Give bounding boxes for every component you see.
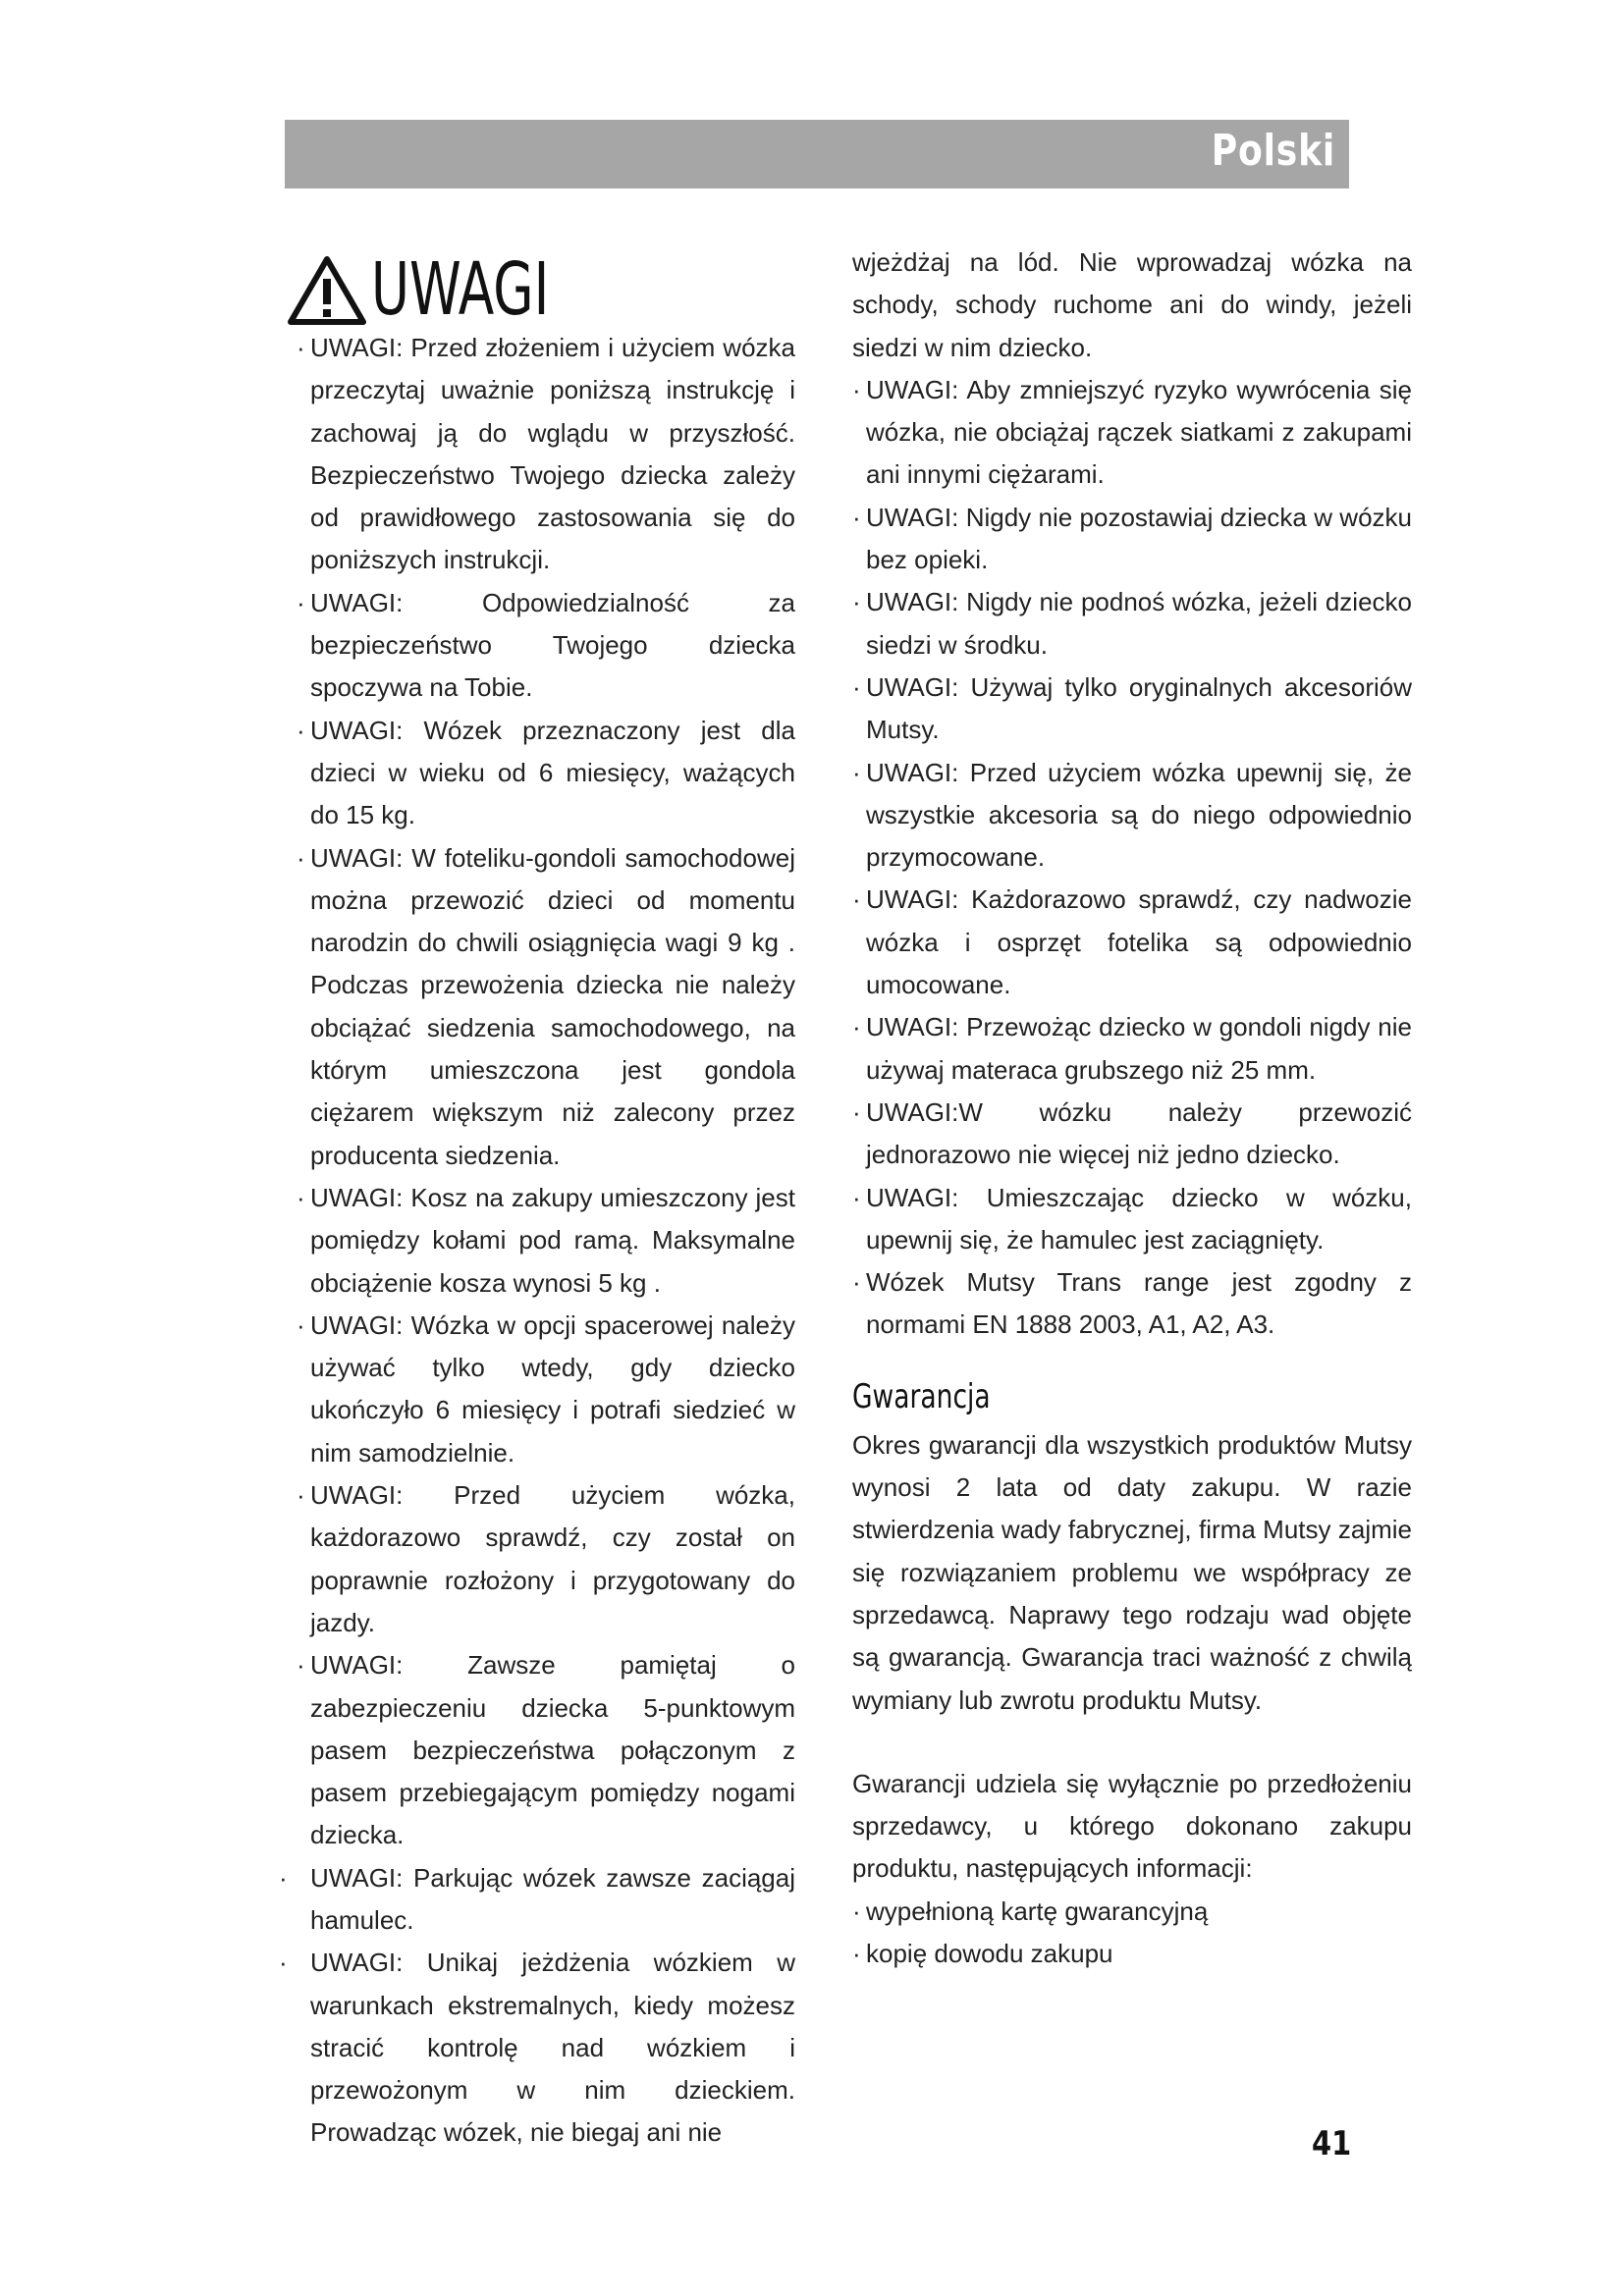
warning-item: · UWAGI: Unikaj jeżdżenia wózkiem w warunkach ekstremalnych, kiedy możesz stracić kontrolę nad wózkiem i przewożonym w nim dzieckiem. Prowadząc wózek, nie biegaj ani nie [279, 1948, 795, 2148]
warning-item: · UWAGI: Zawsze pamiętaj o zabezpieczeniu dziecka 5-punktowym pasem bezpieczeństwa połączonym z pasem przebiegającym pomiędzy nogami dziecka. [297, 1650, 795, 1850]
warning-item: · UWAGI:W wózku należy przewozić jednorazowo nie więcej niż jedno dziecko. [852, 1096, 1412, 1170]
warning-item: · UWAGI: Umieszczając dziecko w wózku, upewnij się, że hamulec jest zaciągnięty. [852, 1182, 1412, 1255]
compliance-item: · Wózek Mutsy Trans range jest zgodny z normami EN 1888 2003, A1, A2, A3. [852, 1267, 1412, 1340]
warning-item: · UWAGI: Nigdy nie pozostawiaj dziecka w wózku bez opieki. [852, 502, 1412, 575]
warning-item: · UWAGI: Przewożąc dziecko w gondoli nigdy nie używaj materaca grubszego niż 25 mm. [852, 1012, 1412, 1085]
right-column [852, 241, 1412, 1975]
page-number: 41 [1312, 2124, 1352, 2163]
warning-item: · UWAGI: Wózek przeznaczony jest dla dzieci w wieku od 6 miesięcy, ważących do 15 kg. [297, 715, 795, 830]
left-column [279, 327, 795, 2155]
warning-item: · UWAGI: Wózka w opcji spacerowej należy używać tylko wtedy, gdy dziecko ukończyło 6 miesięcy i potrafi siedzieć w nim samodzielnie. [297, 1309, 795, 1468]
warning-continuation: wjeżdżaj na lód. Nie wprowadzaj wózka na schody, schody ruchome ani do windy, jeżeli siedzi w nim dziecko. [852, 247, 1412, 362]
warning-item: · UWAGI: W foteliku-gondoli samochodowej można przewozić dzieci od momentu narodzin do chwili osiągnięcia wagi 9 kg . Podczas przewożenia dziecka nie należy obciążać siedzenia samochodowego, na którym umieszczona jest gondola ciężarem większym niż zalecony przez producenta siedzenia. [297, 842, 795, 1170]
warranty-paragraph: Gwarancji udziela się wyłącznie po przedłożeniu sprzedawcy, u którego dokonano zakupu produktu, następujących informacji: [852, 1768, 1412, 1884]
warning-item: · UWAGI: Aby zmniejszyć ryzyko wywrócenia się wózka, nie obciążaj rączek siatkami z zakupami ani innymi ciężarami. [852, 374, 1412, 490]
warranty-title: Gwarancja [852, 1376, 991, 1416]
language-label: Polski [1211, 126, 1335, 176]
warranty-list-item: · kopię dowodu zakupu [852, 1938, 1113, 1968]
warning-item: · UWAGI: Parkując wózek zawsze zaciągaj hamulec. [279, 1862, 795, 1935]
warning-triangle-icon [287, 255, 367, 326]
warnings-heading [287, 247, 619, 332]
language-header-bar [285, 120, 1349, 188]
warning-item: · UWAGI: Używaj tylko oryginalnych akcesoriów Mutsy. [852, 671, 1412, 745]
warning-item: · UWAGI: Przed użyciem wózka, każdorazowo sprawdź, czy został on poprawnie rozłożony i przygotowany do jazdy. [297, 1480, 795, 1637]
warning-item: · UWAGI: Każdorazowo sprawdź, czy nadwozie wózka i osprzęt fotelika są odpowiednio umocowane. [852, 884, 1412, 1000]
warning-item: · UWAGI: Przed użyciem wózka upewnij się, że wszystkie akcesoria są do niego odpowiednio przymocowane. [852, 757, 1412, 873]
warranty-paragraph: Okres gwarancji dla wszystkich produktów Mutsy wynosi 2 lata od daty zakupu. W razie stwierdzenia wady fabrycznej, firma Mutsy zajmie się rozwiązaniem problemu we współpracy ze sprzedawcą. Naprawy tego rodzaju wad objęte są gwarancją. Gwarancja traci ważność z chwilą wymiany lub zwrotu produktu Mutsy. [852, 1429, 1412, 1715]
warning-item: · UWAGI: Kosz na zakupy umieszczony jest pomiędzy kołami pod ramą. Maksymalne obciążenie kosza wynosi 5 kg . [297, 1182, 795, 1298]
warranty-list-item: · wypełnioną kartę gwarancyjną [852, 1896, 1209, 1926]
warning-item: · UWAGI: Nigdy nie podnoś wózka, jeżeli dziecko siedzi w środku. [852, 587, 1412, 660]
warnings-title: UWAGI [371, 247, 550, 332]
warning-item: · UWAGI: Odpowiedzialność za bezpieczeństwo Twojego dziecka spoczywa na Tobie. [297, 587, 795, 703]
warning-item: · UWAGI: Przed złożeniem i użyciem wózka przeczytaj uważnie poniższą instrukcję i zachowaj ją do wglądu w przyszłość. Bezpieczeństwo Twojego dziecka zależy od prawidłowego zastosowania się do poniższych instrukcji. [297, 333, 795, 575]
